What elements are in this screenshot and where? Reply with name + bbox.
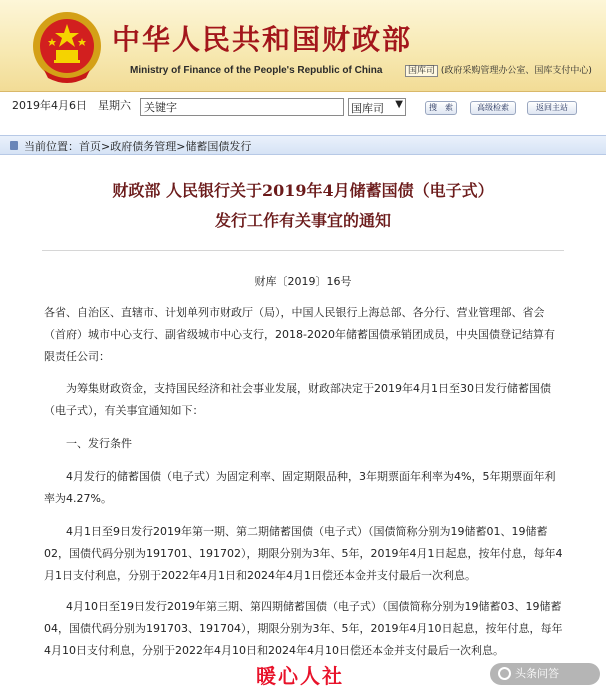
paragraph-issue-1: 4月1日至9日发行2019年第一期、第二期储蓄国债（电子式）（国债简称分别为19储蓄01、19储蓄02，国债代码分别为191701、191702），期限分别为3年、5年，2019年4月1日起息，按年付息，每年4月1日支付利息，分别于2022年4月1日和2024年4月1日偿还本金并支付最后一次利息。 — [44, 525, 563, 582]
chevron-down-icon: ▼ — [395, 99, 403, 110]
paragraph-intro: 为筹集财政资金，支持国民经济和社会事业发展，财政部决定于2019年4月1日至30日发行储蓄国债（电子式），有关事宜通知如下： — [44, 382, 551, 417]
paragraph-recipients: 各省、自治区、直辖市、计划单列市财政厅（局），中国人民银行上海总部、各分行、营业管理部、省会（首府）城市中心支行、副省级城市中心支行，2018-2020年储蓄国债承销团成员，中央国债登记结算有限责任公司： — [44, 306, 555, 363]
watermark-badge-text: 头条问答 — [515, 667, 559, 680]
breadcrumb-item-savings-bond[interactable]: 储蓄国债发行 — [185, 140, 252, 153]
title-divider — [42, 250, 564, 251]
paragraph-rates: 4月发行的储蓄国债（电子式）为固定利率、固定期限品种，3年期票面年利率为4%，5年期票面年利率为4.27%。 — [44, 470, 556, 505]
breadcrumb-item-debt[interactable]: 政府债务管理 — [110, 140, 177, 153]
current-date: 2019年4月6日 星期六 — [12, 99, 131, 112]
return-home-button[interactable]: 返回主站 — [527, 101, 577, 115]
breadcrumb-separator: > — [101, 140, 111, 153]
watermark-badge — [490, 663, 600, 685]
watermark-text: 暖心人社 — [256, 664, 344, 688]
breadcrumb-text — [24, 138, 251, 154]
search-button[interactable]: 搜 索 — [425, 101, 457, 115]
toolbar — [0, 92, 606, 132]
department-link-detail[interactable]: (政府采购管理办公室、国库支付中心) — [440, 66, 592, 76]
department-link[interactable]: 国库司 — [405, 65, 438, 77]
department-select-value: 国库司 — [351, 102, 384, 115]
paragraph-issue-2: 4月10日至19日发行2019年第三期、第四期储蓄国债（电子式）（国债简称分别为19储蓄03、19储蓄04，国债代码分别为191703、191704），期限分别为3年、5年，2019年4月10日起息，按年付息，每年4月10日支付利息，分别于2022年4月10日和2024年4月10日偿还本金并支付最后一次利息。 — [44, 600, 563, 657]
article-title-line1: 财政部 人民银行关于2019年4月储蓄国债（电子式） — [112, 181, 494, 200]
department-links[interactable] — [405, 63, 592, 76]
search-input[interactable] — [140, 98, 344, 116]
breadcrumb-separator: > — [176, 140, 186, 153]
section-heading: 一、发行条件 — [66, 437, 132, 450]
qa-logo-icon — [498, 667, 511, 680]
breadcrumb-label: 当前位置： — [24, 140, 79, 153]
national-emblem-icon — [30, 8, 104, 86]
document-number: 财库〔2019〕16号 — [254, 275, 352, 288]
department-select[interactable] — [348, 98, 406, 116]
site-title: 中华人民共和国财政部 — [112, 23, 413, 56]
breadcrumb — [0, 135, 606, 155]
header-banner — [0, 0, 606, 92]
article-title-line2: 发行工作有关事宜的通知 — [214, 211, 391, 230]
location-icon — [10, 141, 18, 150]
advanced-search-button[interactable]: 高级检索 — [470, 101, 516, 115]
breadcrumb-item-home[interactable]: 首页 — [79, 140, 101, 153]
site-subtitle: Ministry of Finance of the People's Republic of China — [130, 65, 383, 76]
